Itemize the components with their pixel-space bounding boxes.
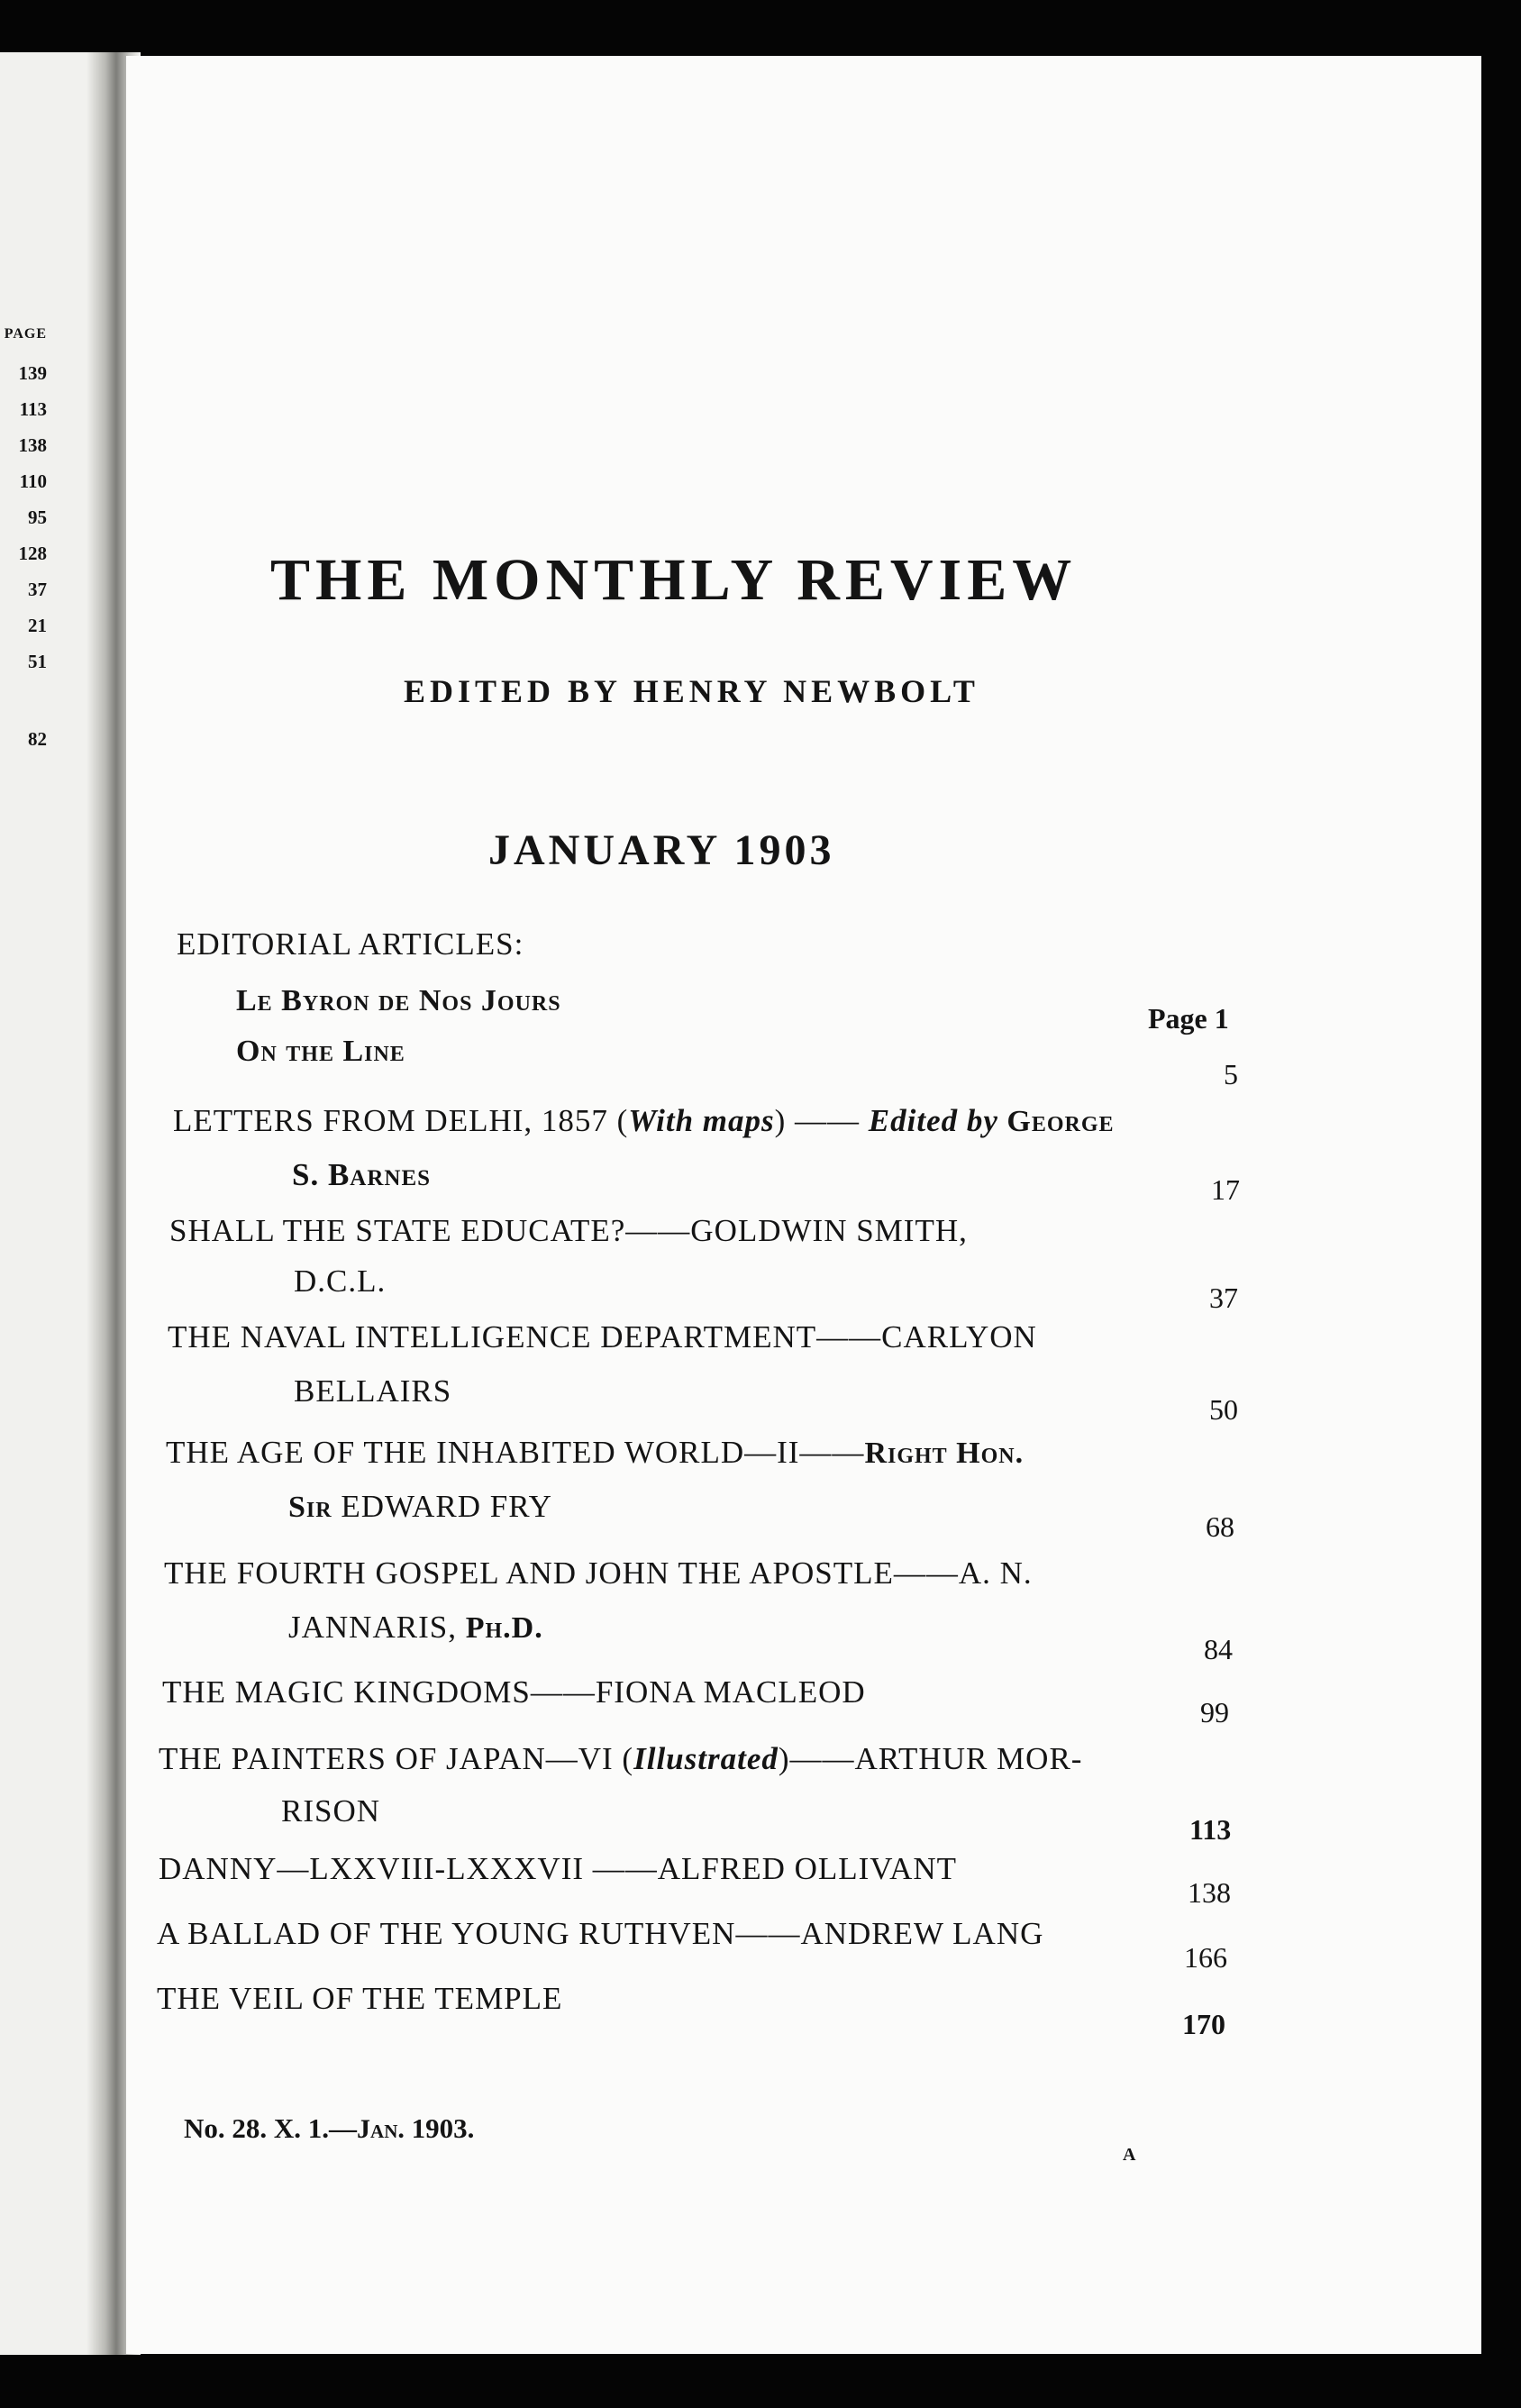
page-number: 37 [1209,1282,1238,1314]
page-number: 68 [1206,1510,1234,1543]
article-author-continued: RISON [281,1793,381,1829]
left-page-header: PAGE [4,326,47,342]
article-author: )——ARTHUR MOR- [778,1741,1083,1776]
left-page-number: 113 [19,398,47,420]
article-author-continued [288,1489,552,1525]
left-page-number: 128 [18,543,47,564]
page-number: 50 [1209,1393,1238,1426]
issue-date: JANUARY 1903 [488,826,835,874]
author-name: EDWARD FRY [332,1489,552,1524]
article-author: Right Hon. [864,1437,1025,1470]
article-title: DANNY—LXXVIII-LXXXVII ——ALFRED OLLIVANT [159,1851,958,1886]
issue-year: 1903. [404,2112,475,2144]
article-byline: Edited by [868,1103,998,1138]
page-number: 5 [1224,1058,1238,1090]
article-title [159,1741,1082,1777]
author-honorific: Sir [288,1491,332,1524]
article-title [173,1103,1115,1139]
article-author-continued: D.C.L. [294,1263,387,1299]
editor-line: EDITED BY HENRY NEWBOLT [404,673,979,709]
article-author-continued: BELLAIRS [294,1373,452,1409]
article-title [166,1435,1024,1471]
signature-mark: A [1123,2145,1136,2165]
left-page-number: 21 [28,615,47,636]
page-number: 138 [1188,1876,1231,1909]
page-number: 170 [1182,2008,1225,2040]
issue-month: Jan. [357,2114,405,2144]
article-author-continued [288,1610,543,1646]
left-page-number: 51 [28,651,47,672]
page-number: 166 [1184,1941,1227,1974]
article-title: A BALLAD OF THE YOUNG RUTHVEN——ANDREW LANG [157,1916,1044,1951]
editorial-article-title: Le Byron de Nos Jours [236,984,561,1017]
issue-text: No. 28. X. 1.— [184,2112,358,2144]
article-title: SHALL THE STATE EDUCATE?——GOLDWIN SMITH, [169,1213,968,1248]
editorial-article-title: On the Line [236,1035,405,1068]
page-number: 84 [1204,1633,1233,1665]
article-title-text: THE PAINTERS OF JAPAN—VI ( [159,1741,634,1776]
article-dash: ) —— [774,1103,869,1138]
article-title: THE MAGIC KINGDOMS——FIONA MACLEOD [162,1674,866,1710]
left-page-number: 138 [18,434,47,456]
left-page-number: 82 [28,728,47,750]
article-title-text: LETTERS FROM DELHI, 1857 ( [173,1103,629,1138]
left-page-number: 37 [28,579,47,600]
left-page-number: 139 [18,362,47,384]
issue-number [184,2112,474,2145]
article-note: Illustrated [633,1741,779,1776]
article-note: With maps [628,1103,775,1138]
article-title: THE NAVAL INTELLIGENCE DEPARTMENT——CARLYON [168,1319,1037,1354]
article-title: THE VEIL OF THE TEMPLE [157,1981,563,2016]
page-number: 113 [1189,1813,1232,1846]
author-degree: Ph.D. [465,1611,543,1645]
left-page-number: 110 [19,470,47,492]
contents-page [126,56,1481,2354]
article-author-continued: S. Barnes [292,1157,432,1192]
journal-title: THE MONTHLY REVIEW [270,547,1078,613]
editorial-heading: EDITORIAL ARTICLES: [177,926,524,962]
author-name: JANNARIS, [288,1610,466,1645]
article-author: George [997,1105,1115,1138]
page-number: 17 [1211,1173,1240,1206]
page-number: 99 [1200,1696,1229,1728]
article-title: THE FOURTH GOSPEL AND JOHN THE APOSTLE——A. N. [164,1555,1033,1591]
page-number: Page 1 [1148,1002,1229,1035]
left-page-number: 95 [28,506,47,528]
article-title-text: THE AGE OF THE INHABITED WORLD—II—— [166,1435,865,1470]
